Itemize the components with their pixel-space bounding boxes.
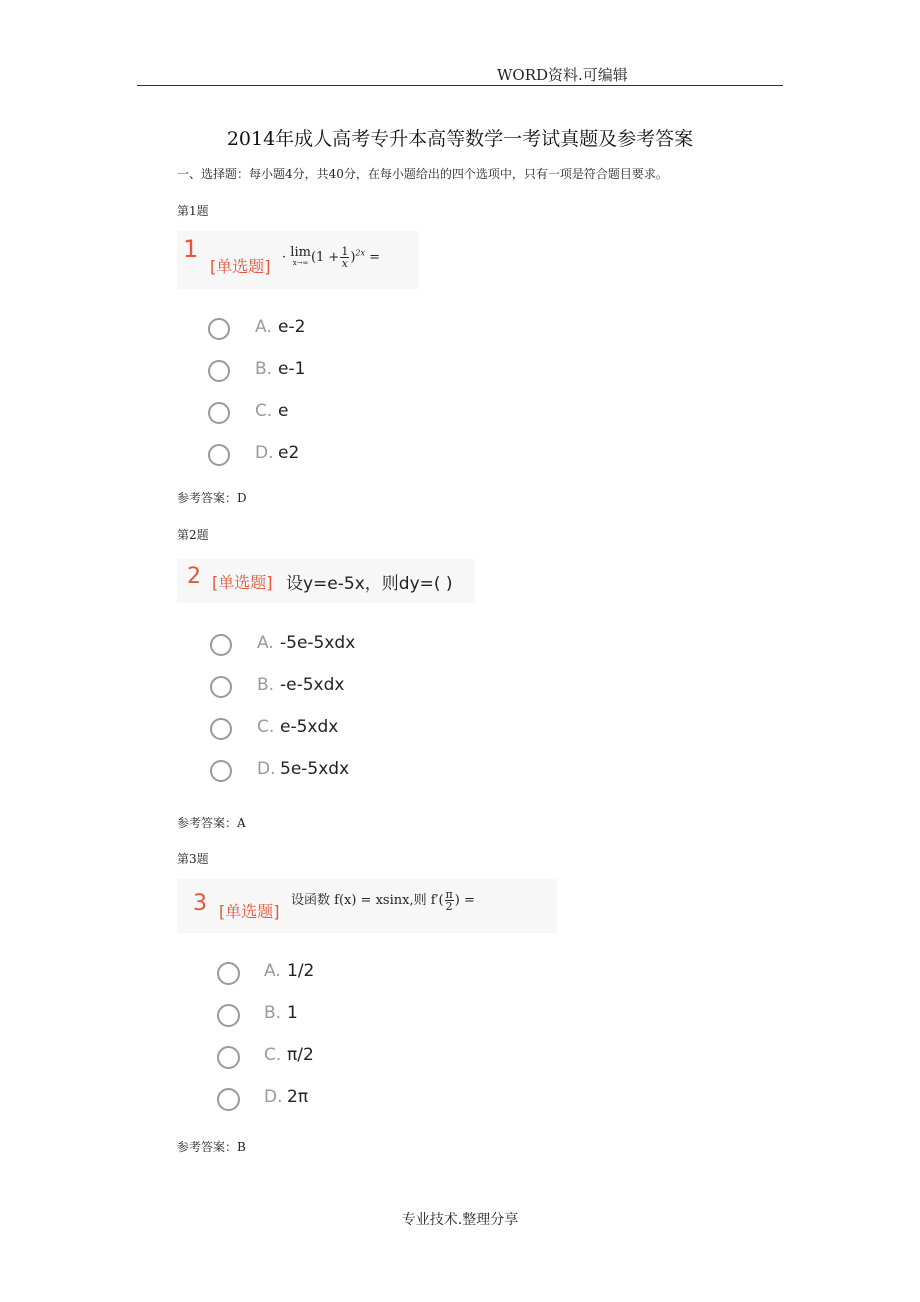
instructions: 一、选择题：每小题4分，共40分，在每小题给出的四个选项中，只有一项是符合题目要求。: [177, 167, 668, 181]
radio-button[interactable]: [208, 444, 230, 466]
radio-button[interactable]: [208, 402, 230, 424]
question-2-answer: 参考答案：A: [177, 816, 246, 830]
radio-button[interactable]: [210, 676, 232, 698]
question-3-box: [177, 879, 557, 933]
question-2-type: [单选题]: [212, 573, 273, 592]
radio-button[interactable]: [217, 1004, 240, 1027]
question-3-formula: 设函数 f(x) = xsinx,则 f′( $\frac{\pi}{2}$ ) =: [291, 888, 475, 913]
header-text: WORD资料.可编辑: [497, 66, 628, 84]
radio-button[interactable]: [208, 360, 230, 382]
question-1-answer: 参考答案：D: [177, 491, 247, 505]
radio-button[interactable]: [210, 634, 232, 656]
question-1-formula: · lim x→∞ (1 + $\frac{1}{x}$ )$^{2x}$ =: [282, 244, 381, 270]
radio-button[interactable]: [217, 962, 240, 985]
question-3-answer: 参考答案：B: [177, 1140, 246, 1154]
question-1-box: [177, 231, 419, 289]
footer-text: 专业技术.整理分享: [401, 1212, 519, 1228]
question-1-number: 1: [183, 235, 199, 263]
question-1-label: 第1题: [177, 204, 209, 218]
radio-button[interactable]: [208, 318, 230, 340]
question-3-number: 3: [193, 891, 207, 916]
radio-button[interactable]: [217, 1046, 240, 1069]
question-2-box: [177, 559, 475, 603]
question-1-type: [单选题]: [210, 257, 271, 276]
question-2-label: 第2题: [177, 528, 209, 542]
document-title: 2014年成人高考专升本高等数学一考试真题及参考答案: [226, 128, 694, 150]
question-3-label: 第3题: [177, 852, 209, 866]
question-3-type: [单选题]: [219, 902, 280, 921]
radio-button[interactable]: [210, 718, 232, 740]
radio-button[interactable]: [210, 760, 232, 782]
question-2-stem: 设y=e-5x，则dy=( ): [286, 574, 453, 594]
header-rule: [137, 85, 783, 86]
question-2-number: 2: [187, 564, 201, 589]
radio-button[interactable]: [217, 1088, 240, 1111]
